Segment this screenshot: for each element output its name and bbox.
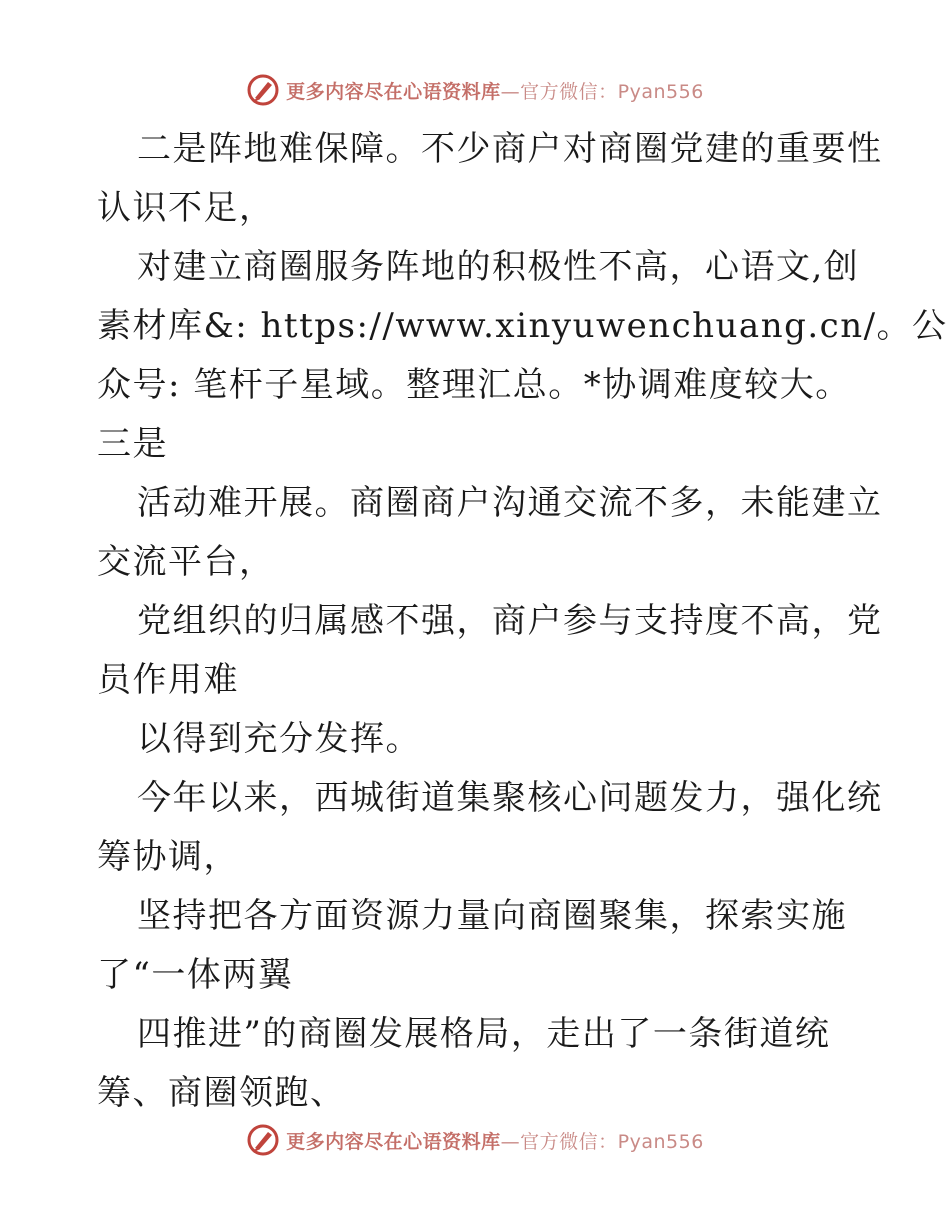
- watermark-wechat: 官方微信：Pyan556: [520, 1130, 704, 1153]
- watermark-dash: —: [500, 1130, 521, 1153]
- text-line: 今年以来，西城街道集聚核心问题发力，强化统: [137, 778, 883, 818]
- text-line: 交流平台，: [97, 542, 275, 582]
- text-line: 四推进”的商圈发展格局，走出了一条街道统: [137, 1014, 831, 1054]
- text-line: 三是: [97, 424, 168, 464]
- text-line: 对建立商圈服务阵地的积极性不高，心语文,创: [137, 247, 860, 287]
- text-line: 坚持把各方面资源力量向商圈聚集，探索实施: [137, 896, 847, 936]
- text-line: 筹协调，: [97, 837, 239, 877]
- text-line: 活动难开展。商圈商户沟通交流不多，未能建立: [137, 483, 883, 523]
- text-line: 以得到充分发挥。: [137, 719, 421, 759]
- text-line: 认识不足，: [97, 188, 275, 228]
- watermark-dash: —: [500, 80, 521, 103]
- text-line: 了“一体两翼: [97, 955, 294, 995]
- quill-logo-icon: [246, 73, 280, 107]
- watermark-brand: 更多内容尽在心语资料库: [286, 80, 501, 103]
- watermark-brand: 更多内容尽在心语资料库: [286, 1130, 501, 1153]
- watermark-text: [286, 1127, 704, 1154]
- text-line: 党组织的归属感不强，商户参与支持度不高，党: [137, 601, 883, 641]
- footer-watermark: [0, 1120, 950, 1160]
- watermark-wechat: 官方微信：Pyan556: [520, 80, 704, 103]
- text-line: 二是阵地难保障。不少商户对商圈党建的重要性: [137, 129, 883, 169]
- quill-logo-icon: [246, 1123, 280, 1157]
- text-line: 筹、商圈领跑、: [97, 1073, 346, 1113]
- text-line: 素材库&: https://www.xinyuwenchuang.cn/。公: [97, 306, 948, 346]
- header-watermark: [0, 70, 950, 110]
- text-line: 员作用难: [97, 660, 239, 700]
- document-body: [97, 120, 948, 1123]
- watermark-text: [286, 77, 704, 104]
- text-line: 众号: 笔杆子星域。整理汇总。*协调难度较大。: [97, 365, 851, 405]
